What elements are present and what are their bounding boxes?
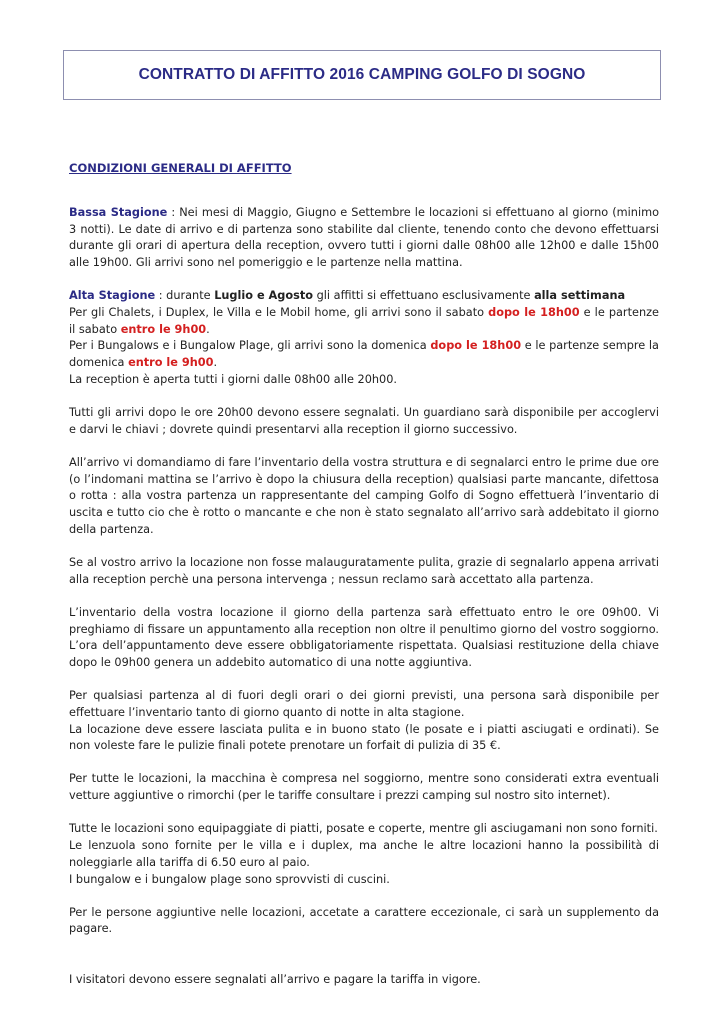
alta-stagione-label: Alta Stagione <box>69 289 156 303</box>
paragraph-extra-persons: Per le persone aggiuntive nelle locazioni, accetate a carattere eccezionale, ci sarà un supplemento da pagare. <box>69 905 659 936</box>
paragraph-cleaning: La locazione deve essere lasciata pulita e in buono stato (le posate e i piatti asciugati e ordinati). Se non voleste fare le pulizie finali potete prenotare un forfait di pulizia di 35 €. <box>69 722 659 753</box>
chalets-arrival-time: dopo le 18h00 <box>488 306 580 320</box>
paragraph-inventory-arrival: All’arrivo vi domandiamo di fare l’inventario della vostra struttura e di segnalarci entro le prime due ore (o l’indomani mattina se l’arrivo è dopo la chiusura della reception) qualsiasi parte mancante, difettosa o rotta : alla vostra partenza un rappresentante del camping Golfo di Sogno effettuerà l’inventario di uscita e tutto cio che è rotto o mancante e che non è stato segnalato all’arrivo sarà addebitato il giorno della partenza. <box>69 455 659 536</box>
paragraph-chalets <box>69 305 659 338</box>
document-title: CONTRATTO DI AFFITTO 2016 CAMPING GOLFO DI SOGNO <box>138 66 586 83</box>
document-body <box>69 205 659 1005</box>
spacer <box>69 955 659 972</box>
paragraph-reception-hours: La reception è aperta tutti i giorni dalle 08h00 alle 20h00. <box>69 372 398 386</box>
paragraph-inventory-departure: L’inventario della vostra locazione il giorno della partenza sarà effettuato entro le ore 09h00. Vi preghiamo di fissare un appuntamento alla reception non oltre il penultimo giorno del vostro soggiorno. L’ora dell’appuntamento deve essere obbligatoriamente rispettata. Qualsiasi restituzione della chiave dopo le 09h00 genera un addebito automatico di una notte aggiuntiva. <box>69 605 659 669</box>
chalets-departure-time: entro le 9h00 <box>120 322 207 336</box>
chalets-text-1: Per gli Chalets, i Duplex, le Villa e le Mobil home, gli arrivi sono il sabato <box>69 306 489 320</box>
paragraph-visitors: I visitatori devono essere segnalati all’arrivo e pagare la tariffa in vigore. <box>69 972 481 986</box>
bassa-stagione-label: Bassa Stagione <box>69 206 168 219</box>
bungalows-text-3: . <box>213 356 218 370</box>
paragraph-off-hours-departure: Per qualsiasi partenza al di fuori degli orari o dei giorni previsti, una persona sarà disponibile per effettuare l’inventario tanto di giorno quanto di notte in alta stagione. <box>69 689 659 719</box>
bassa-stagione-text: : Nei mesi di Maggio, Giugno e Settembre le locazioni si effettuano al giorno (minimo 3 notti). Le date di arrivo e di partenza sono stabilite dal cliente, tenendo conto che devono effettuarsi durante gli orari di apertura della reception, ovvero tutti i giorni dalle 08h00 alle 12h00 e dalle 15h00 alle 19h00. Gli arrivi sono nel pomeriggio e le partenze nella mattina. <box>69 206 659 270</box>
paragraph-vehicles: Per tutte le locazioni, la macchina è compresa nel soggiorno, mentre sono considerati extra eventuali vetture aggiuntive o rimorchi (per le tariffe consultare i prezzi camping sul nostro sito internet). <box>69 772 659 803</box>
bungalows-text-2: e le partenze sempre la domenica <box>69 339 659 370</box>
paragraph-alta-stagione <box>69 288 659 305</box>
alta-months: Luglio e Agosto <box>214 289 314 303</box>
paragraph-equipment: Tutte le locazioni sono equipaggiate di piatti, posate e coperte, mentre gli asciugamani non sono forniti. <box>69 822 658 836</box>
paragraph-pillows: I bungalow e i bungalow plage sono sprovvisti di cuscini. <box>69 872 390 886</box>
alta-weekly: alla settimana <box>534 289 626 303</box>
chalets-text-3: . <box>206 322 210 336</box>
title-box <box>63 50 661 100</box>
chalets-text-2: e le partenze il sabato <box>69 306 659 336</box>
paragraph-bassa-stagione <box>69 205 659 272</box>
section-heading: CONDIZIONI GENERALI DI AFFITTO <box>69 161 292 175</box>
bungalows-departure-time: entro le 9h00 <box>128 356 214 370</box>
paragraph-cleanliness: Se al vostro arrivo la locazione non fosse malauguratamente pulita, grazie di segnalarlo appena arrivati alla reception perchè una persona intervenga ; nessun reclamo sarà accettato alla partenza. <box>69 555 659 586</box>
bungalows-text-1: Per i Bungalows e i Bungalow Plage, gli arrivi sono la domenica <box>69 339 431 353</box>
paragraph-linens: Le lenzuola sono fornite per le villa e i duplex, ma anche le altre locazioni hanno la possibilità di noleggiarle alla tariffa di 6.50 euro al paio. <box>69 839 659 869</box>
paragraph-bungalows <box>69 338 659 371</box>
alta-text-1: : durante <box>155 289 215 303</box>
bungalows-arrival-time: dopo le 18h00 <box>430 339 522 353</box>
alta-text-2: gli affitti si effettuano esclusivamente <box>313 289 535 303</box>
paragraph-late-arrivals: Tutti gli arrivi dopo le ore 20h00 devono essere segnalati. Un guardiano sarà disponibile per accoglervi e darvi le chiavi ; dovrete quindi presentarvi alla reception il giorno successivo. <box>69 406 659 436</box>
